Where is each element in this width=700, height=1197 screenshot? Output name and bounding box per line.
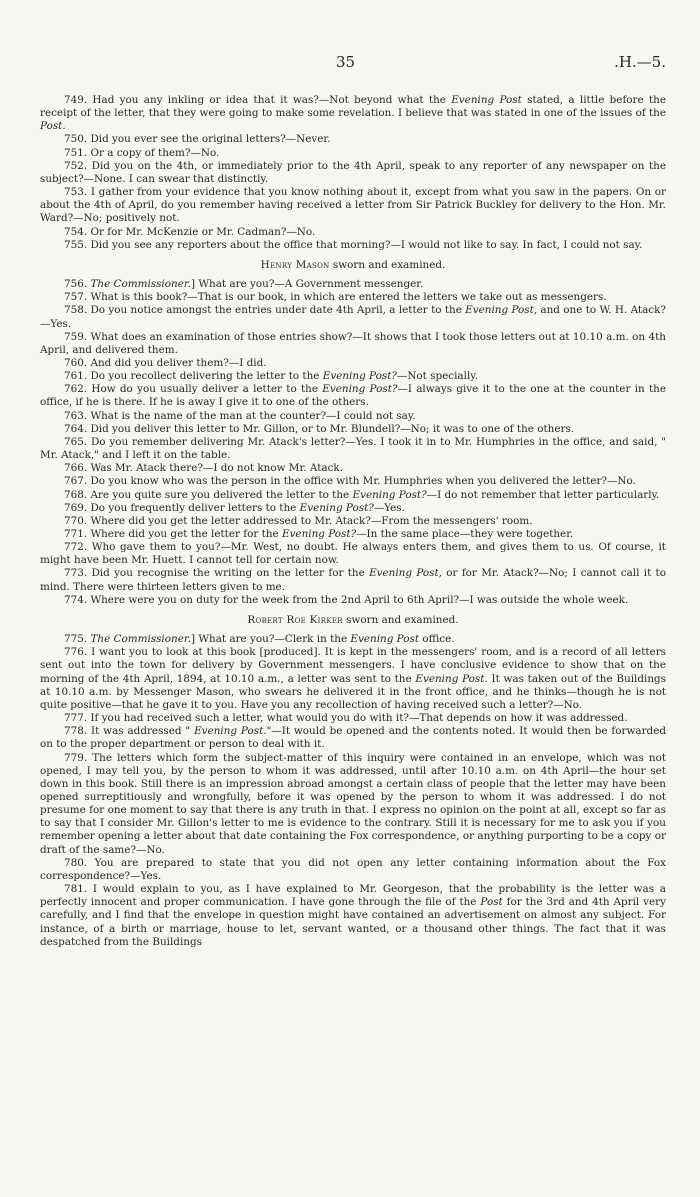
text-run: 771. Where did you get the letter for the — [64, 528, 282, 540]
italic-run: Evening Post? — [281, 528, 357, 540]
question-paragraph — [40, 304, 666, 330]
text-run: 764. Did you deliver this letter to Mr. Gillon, or to Mr. Blundell?—No; it was to one of the others. — [64, 422, 575, 435]
text-run: 770. Where did you get the letter addressed to Mr. Atack?—From the messengers' room. — [64, 514, 533, 527]
text-run: ] What are you?—Clerk in the — [190, 633, 351, 646]
question-paragraph — [40, 857, 666, 883]
text-run: 759. What does an examination of those entries show?—It shows that I took those letters out at 10.10 a.m. on 4th April, and delivered them. — [40, 330, 666, 356]
question-paragraph — [40, 633, 666, 646]
question-paragraph — [40, 475, 666, 488]
question-paragraph — [40, 147, 666, 160]
text-run: 754. Or for Mr. McKenzie or Mr. Cadman?—No. — [64, 225, 316, 238]
question-paragraph — [40, 133, 666, 146]
question-paragraph — [40, 646, 666, 712]
italic-run: Post. — [40, 120, 66, 133]
text-run: 768. Are you quite sure you delivered the letter to the — [64, 488, 353, 501]
question-paragraph — [40, 226, 666, 239]
text-run: for the 3rd and 4th April very carefully, and I find that the envelope in question might have contained an advertisement on almost any subject. For instance, of a birth or marriage, house to let, servant wanted, or a thousand other things. The fact that it was despatched from the Buildings — [40, 896, 667, 948]
italic-run: Evening Post? — [299, 501, 374, 514]
question-paragraph — [40, 502, 666, 515]
text-run: 776. I want you to look at this book [produced]. It is kept in the messengers' room, and is a record of all letters sent out into the town for delivery by Government messengers. I have conclusive evidence to show that on the morning of the 4th April, 1894, at 10.10 a.m., a letter was sent to the — [40, 646, 666, 685]
text-run: stated, a little before the receipt of the letter, that they were going to make some revelation. I believe that was stated in one of the issues of the — [40, 94, 666, 120]
italic-run: Evening Post — [451, 94, 522, 106]
text-run: 758. Do you notice amongst the entries under date 4th April, a letter to the — [64, 304, 466, 317]
italic-run: Post — [480, 896, 503, 909]
text-run: 753. I gather from your evidence that you know nothing about it, except from what you saw in the papers. On or about the 4th of April, do you remember having received a letter from Sir Patrick Buckley for delivery to the Hon. Mr. Ward?—No; positively not. — [40, 186, 666, 225]
witness-heading — [40, 614, 666, 627]
question-paragraph — [40, 489, 666, 502]
text-run: 760. And did you deliver them?—I did. — [64, 356, 267, 369]
text-run: 774. Where were you on duty for the week from the 2nd April to 6th April?—I was outside the whole week. — [64, 593, 629, 606]
italic-run: The Commissioner. — [90, 278, 191, 291]
text-run: 756. — [64, 278, 91, 291]
text-run: 772. Who gave them to you?—Mr. West, no doubt. He always enters them, and gives them to us. Of course, it might have been Mr. Huett. I cannot tell for certain now. — [40, 541, 666, 567]
text-run: 763. What is the name of the man at the counter?—I could not say. — [64, 409, 416, 422]
text-run: —It would be opened and the contents noted. It would then be forwarded on to the proper department or person to deal with it. — [40, 725, 666, 751]
text-run: 781. I would explain to you, as I have explained to Mr. Georgeson, that the probability is the letter was a perfectly innocent and proper communication. I have gone through the file of the — [40, 883, 666, 909]
text-run: It was taken out of the Buildings at 10.10 a.m. by Messenger Mason, who swears he delivered it in the front office, and he thinks—though he is not quite positive—that he gave it to you. Have you any recollection of having received such a letter?—No. — [40, 672, 666, 711]
question-paragraph — [40, 528, 666, 541]
page-number: 35 — [336, 53, 356, 71]
question-paragraph — [40, 725, 666, 751]
text-run: —I always give it to the one at the counter in the office, if he is there. If he is away I give it to one of the others. — [40, 383, 667, 409]
text-run: 752. Did you on the 4th, or immediately prior to the 4th April, speak to any reporter of any newspaper on the subject?—None. I can swear that distinctly. — [40, 159, 666, 185]
italic-run: Evening Post." — [194, 725, 272, 738]
question-paragraph — [40, 278, 666, 291]
witness-name: Henry Mason — [260, 258, 330, 271]
question-paragraph — [40, 357, 666, 370]
text-run: —In the same place—they were together. — [356, 528, 574, 540]
text-run: sworn and examined. — [342, 613, 459, 626]
witness-heading — [40, 259, 666, 272]
document-page — [40, 53, 667, 949]
text-run: 749. Had you any inkling or idea that it was?—Not beyond what the — [64, 94, 452, 106]
page-header — [40, 53, 666, 74]
text-run: 773. Did you recognise the writing on the letter for the — [64, 567, 370, 580]
text-run: and one to W. H. Atack?—Yes. — [40, 304, 666, 330]
text-run: 766. Was Mr. Atack there?—I do not know Mr. Atack. — [64, 462, 343, 475]
question-paragraph — [40, 594, 666, 607]
italic-run: Evening Post, — [369, 567, 442, 580]
italic-run: The Commissioner. — [90, 633, 191, 646]
text-run: 767. Do you know who was the person in the office with Mr. Humphries when you delivered the letter?—No. — [64, 475, 636, 488]
question-paragraph — [40, 883, 666, 949]
question-paragraph — [40, 462, 666, 475]
italic-run: Evening Post? — [322, 383, 398, 396]
question-paragraph — [40, 541, 666, 567]
text-run: ] What are you?—A Government messenger. — [190, 278, 424, 291]
italic-run: Evening Post — [350, 633, 420, 646]
text-run: 778. It was addressed " — [64, 725, 195, 738]
italic-run: Evening Post? — [322, 370, 397, 383]
text-run: 755. Did you see any reporters about the office that morning?—I would not like to say. In fact, I could not say. — [64, 238, 643, 251]
question-paragraph — [40, 291, 666, 304]
text-run: —I do not remember that letter particularly. — [426, 488, 660, 501]
text-run: 777. If you had received such a letter, what would you do with it?—That depends on how it was addressed. — [64, 712, 628, 725]
question-paragraph — [40, 186, 666, 225]
text-run: office. — [419, 633, 455, 646]
witness-name: Robert Roe Kirker — [247, 613, 343, 626]
question-paragraph — [40, 160, 666, 186]
text-run: 775. — [64, 633, 91, 646]
question-paragraph — [40, 436, 666, 462]
text-run: 779. The letters which form the subject-matter of this inquiry were contained in an envelope, which was not opened, I may tell you, by the person to whom it was addressed, until after 10.10 a.m. on 4th April—the hour set down in this book. Still there is an impression abroad amongst a certain class of people that the letter may have been opened surreptitiously and wrongfully, before it was opened by the person to whom it was addressed. I do not presume for one moment to say that there is any truth in that. I express no opinion on the point at all, except so far as to say that I consider Mr. Gillon's letter to me is evidence to the contrary. Still it is necessary for me to ask you if you remember opening a letter about that date containing the Fox correspondence, or anything purporting to be a copy or draft of the same?—No. — [40, 751, 666, 856]
question-paragraph — [40, 383, 666, 409]
text-run: or for Mr. Atack?—No; I cannot call it to mind. There were thirteen letters given to me. — [40, 567, 666, 593]
paper-reference: .H.—5. — [614, 53, 666, 71]
question-paragraph — [40, 752, 666, 857]
text-run: 765. Do you remember delivering Mr. Atack's letter?—Yes. I took it in to Mr. Humphries in the office, and said, " Mr. Atack," and I left it on the table. — [40, 435, 666, 462]
question-paragraph — [40, 712, 666, 725]
text-run: —Yes. — [373, 501, 405, 514]
question-paragraph — [40, 515, 666, 528]
text-run: 780. You are prepared to state that you did not open any letter containing information about the Fox correspondence?—Yes. — [40, 856, 666, 882]
text-run: 761. Do you recollect delivering the letter to the — [64, 370, 323, 383]
question-paragraph — [40, 423, 666, 436]
italic-run: Evening Post. — [415, 672, 488, 685]
italic-run: Evening Post, — [465, 304, 538, 317]
italic-run: Evening Post? — [352, 488, 427, 501]
question-paragraph — [40, 370, 666, 383]
text-run: —Not specially. — [396, 370, 479, 383]
document-body — [40, 94, 666, 949]
text-run: 762. How do you usually deliver a letter to the — [64, 383, 323, 396]
question-paragraph — [40, 567, 666, 593]
question-paragraph — [40, 331, 666, 357]
text-run: 751. Or a copy of them?—No. — [64, 146, 220, 159]
question-paragraph — [40, 239, 666, 252]
text-run: sworn and examined. — [329, 258, 446, 271]
text-run: 750. Did you ever see the original letters?—Never. — [64, 133, 331, 146]
question-paragraph — [40, 410, 666, 423]
text-run: 769. Do you frequently deliver letters to the — [64, 501, 300, 514]
text-run: 757. What is this book?—That is our book, in which are entered the letters we take out as messengers. — [64, 291, 607, 304]
question-paragraph — [40, 94, 666, 133]
